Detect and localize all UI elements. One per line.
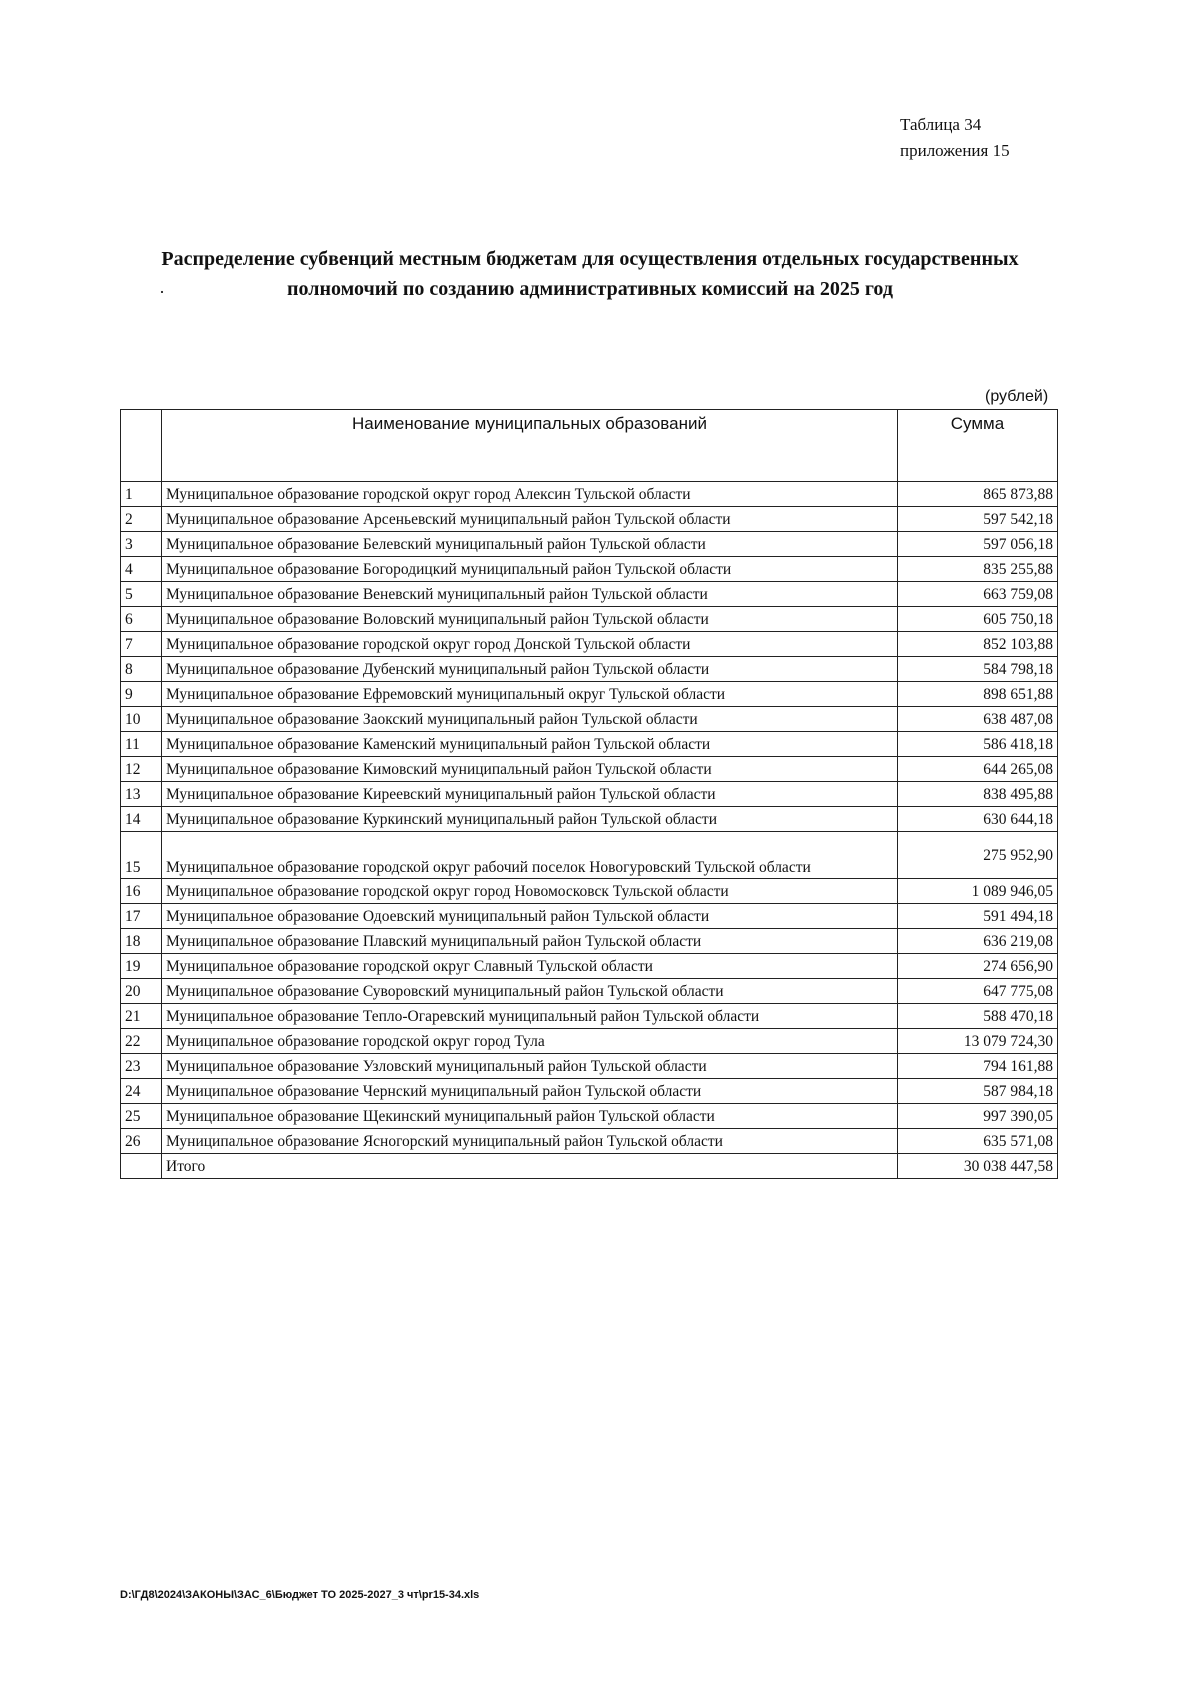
row-sum: 838 495,88 [898, 782, 1058, 807]
row-name: Муниципальное образование Белевский муниципальный район Тульской области [162, 532, 898, 557]
table-row [121, 582, 1058, 607]
table-row [121, 782, 1058, 807]
row-sum: 647 775,08 [898, 979, 1058, 1004]
row-sum: 852 103,88 [898, 632, 1058, 657]
table-header-row [121, 410, 1058, 482]
row-name: Муниципальное образование Богородицкий муниципальный район Тульской области [162, 557, 898, 582]
row-number: 26 [121, 1129, 162, 1154]
total-row [121, 1154, 1058, 1179]
row-name: Муниципальное образование Воловский муниципальный район Тульской области [162, 607, 898, 632]
row-number: 14 [121, 807, 162, 832]
table-row [121, 904, 1058, 929]
row-number: 11 [121, 732, 162, 757]
row-sum: 597 542,18 [898, 507, 1058, 532]
row-number: 22 [121, 1029, 162, 1054]
row-number: 18 [121, 929, 162, 954]
table-row [121, 1104, 1058, 1129]
row-number: 1 [121, 482, 162, 507]
row-sum: 663 759,08 [898, 582, 1058, 607]
title-line-1: Распределение субвенций местным бюджетам для осуществления отдельных государственных [161, 248, 1019, 270]
row-sum: 586 418,18 [898, 732, 1058, 757]
row-sum: 630 644,18 [898, 807, 1058, 832]
row-sum: 638 487,08 [898, 707, 1058, 732]
row-number: 8 [121, 657, 162, 682]
row-number: 24 [121, 1079, 162, 1104]
table-row [121, 657, 1058, 682]
header-name: Наименование муниципальных образований [162, 410, 898, 482]
row-name: Муниципальное образование городской округ город Донской Тульской области [162, 632, 898, 657]
row-sum: 274 656,90 [898, 954, 1058, 979]
row-name: Муниципальное образование Куркинский муниципальный район Тульской области [162, 807, 898, 832]
row-number: 4 [121, 557, 162, 582]
row-name: Муниципальное образование Одоевский муниципальный район Тульской области [162, 904, 898, 929]
stray-dot-mark: · [159, 282, 165, 302]
row-name: Муниципальное образование Киреевский муниципальный район Тульской области [162, 782, 898, 807]
subvention-table [120, 409, 1058, 1179]
row-name: Муниципальное образование городской округ город Тула [162, 1029, 898, 1054]
table-row [121, 757, 1058, 782]
row-sum: 588 470,18 [898, 1004, 1058, 1029]
row-number: 9 [121, 682, 162, 707]
table-row [121, 979, 1058, 1004]
table-row [121, 732, 1058, 757]
row-sum: 275 952,90 [898, 832, 1058, 879]
row-name: Муниципальное образование Суворовский муниципальный район Тульской области [162, 979, 898, 1004]
document-title [110, 244, 1070, 304]
table-reference [900, 112, 1010, 164]
row-sum: 597 056,18 [898, 532, 1058, 557]
row-sum: 635 571,08 [898, 1129, 1058, 1154]
row-name: Муниципальное образование Ефремовский муниципальный округ Тульской области [162, 682, 898, 707]
table-row [121, 879, 1058, 904]
table-row [121, 954, 1058, 979]
table-number: Таблица 34 [900, 115, 982, 134]
table-row [121, 682, 1058, 707]
row-name: Муниципальное образование Тепло-Огаревский муниципальный район Тульской области [162, 1004, 898, 1029]
file-path-footer: D:\ГД8\2024\ЗАКОНЫ\ЗАС_6\Бюджет ТО 2025-2027_3 чт\pr15-34.xls [120, 1589, 480, 1601]
table-row [121, 1079, 1058, 1104]
row-sum: 997 390,05 [898, 1104, 1058, 1129]
row-name: Муниципальное образование городской округ рабочий поселок Новогуровский Тульской области [162, 832, 898, 879]
row-name: Муниципальное образование Дубенский муниципальный район Тульской области [162, 657, 898, 682]
table-row [121, 832, 1058, 879]
row-name: Муниципальное образование городской округ город Новомосковск Тульской области [162, 879, 898, 904]
row-sum: 605 750,18 [898, 607, 1058, 632]
row-name: Муниципальное образование Ясногорский муниципальный район Тульской области [162, 1129, 898, 1154]
row-name: Муниципальное образование Каменский муниципальный район Тульской области [162, 732, 898, 757]
row-name: Муниципальное образование Щекинский муниципальный район Тульской области [162, 1104, 898, 1129]
table-row [121, 632, 1058, 657]
row-number: 5 [121, 582, 162, 607]
total-number [121, 1154, 162, 1179]
row-number: 21 [121, 1004, 162, 1029]
table-row [121, 1004, 1058, 1029]
row-number: 7 [121, 632, 162, 657]
units-label: (рублей) [985, 388, 1049, 405]
row-sum: 794 161,88 [898, 1054, 1058, 1079]
row-number: 17 [121, 904, 162, 929]
row-name: Муниципальное образование Кимовский муниципальный район Тульской области [162, 757, 898, 782]
row-number: 3 [121, 532, 162, 557]
row-name: Муниципальное образование городской округ город Алексин Тульской области [162, 482, 898, 507]
row-sum: 13 079 724,30 [898, 1029, 1058, 1054]
row-sum: 835 255,88 [898, 557, 1058, 582]
appendix-number: приложения 15 [900, 141, 1010, 160]
row-number: 23 [121, 1054, 162, 1079]
row-number: 19 [121, 954, 162, 979]
row-sum: 587 984,18 [898, 1079, 1058, 1104]
row-number: 13 [121, 782, 162, 807]
row-sum: 898 651,88 [898, 682, 1058, 707]
table-row [121, 557, 1058, 582]
table-row [121, 1129, 1058, 1154]
row-sum: 636 219,08 [898, 929, 1058, 954]
row-name: Муниципальное образование Чернский муниципальный район Тульской области [162, 1079, 898, 1104]
table-row [121, 707, 1058, 732]
total-label: Итого [162, 1154, 898, 1179]
row-name: Муниципальное образование Веневский муниципальный район Тульской области [162, 582, 898, 607]
row-sum: 584 798,18 [898, 657, 1058, 682]
row-sum: 644 265,08 [898, 757, 1058, 782]
row-sum: 1 089 946,05 [898, 879, 1058, 904]
table-row [121, 532, 1058, 557]
table-row [121, 482, 1058, 507]
row-number: 16 [121, 879, 162, 904]
row-number: 25 [121, 1104, 162, 1129]
row-number: 20 [121, 979, 162, 1004]
table-body [121, 482, 1058, 1179]
table-row [121, 607, 1058, 632]
title-line-2: полномочий по созданию административных комиссий на 2025 год [287, 278, 893, 300]
row-name: Муниципальное образование городской округ Славный Тульской области [162, 954, 898, 979]
table-row [121, 507, 1058, 532]
total-sum: 30 038 447,58 [898, 1154, 1058, 1179]
row-number: 10 [121, 707, 162, 732]
row-name: Муниципальное образование Заокский муниципальный район Тульской области [162, 707, 898, 732]
row-name: Муниципальное образование Узловский муниципальный район Тульской области [162, 1054, 898, 1079]
row-name: Муниципальное образование Арсеньевский муниципальный район Тульской области [162, 507, 898, 532]
row-number: 6 [121, 607, 162, 632]
table-row [121, 929, 1058, 954]
header-number [121, 410, 162, 482]
row-number: 2 [121, 507, 162, 532]
header-sum: Сумма [898, 410, 1058, 482]
table-row [121, 807, 1058, 832]
table-row [121, 1054, 1058, 1079]
row-number: 15 [121, 832, 162, 879]
row-sum: 865 873,88 [898, 482, 1058, 507]
table-row [121, 1029, 1058, 1054]
row-number: 12 [121, 757, 162, 782]
row-name: Муниципальное образование Плавский муниципальный район Тульской области [162, 929, 898, 954]
row-sum: 591 494,18 [898, 904, 1058, 929]
